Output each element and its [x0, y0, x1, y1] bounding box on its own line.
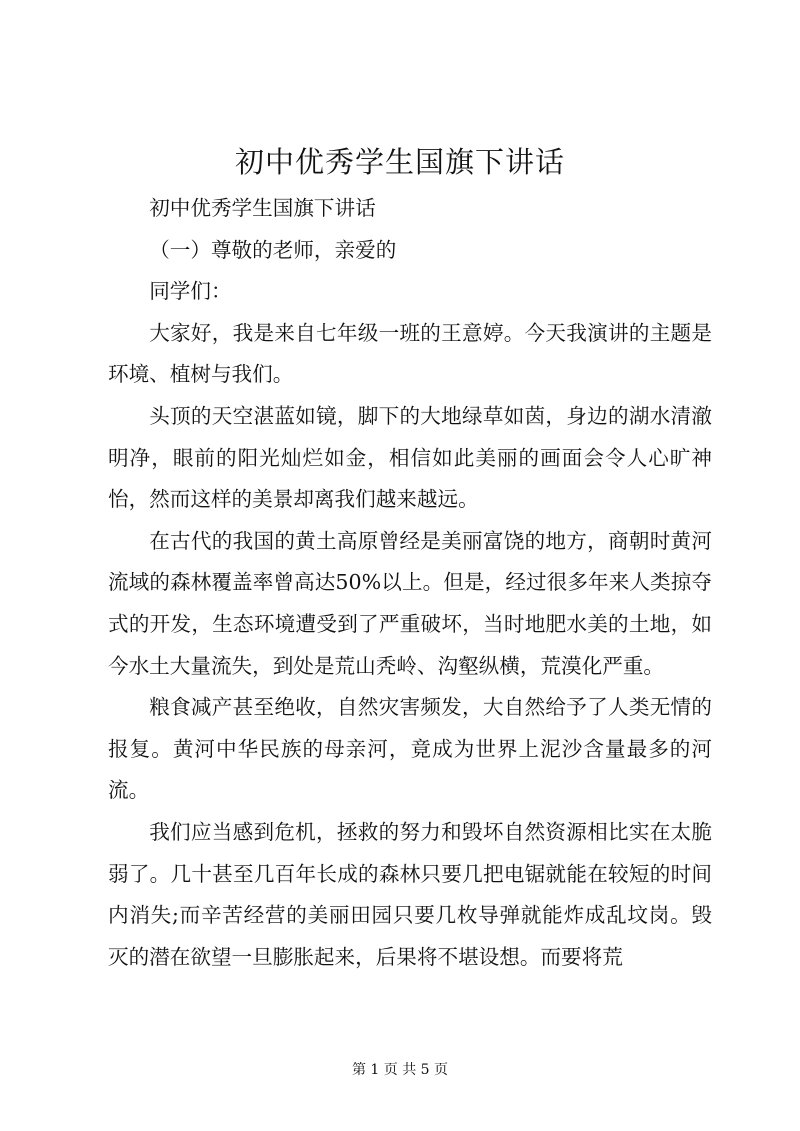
document-body	[108, 188, 712, 978]
paragraph-crisis: 我们应当感到危机，拯救的努力和毁坏自然资源相比实在太脆弱了。几十甚至几百年长成的森林只要几把电锯就能在较短的时间内消失;而辛苦经营的美丽田园只要几枚导弹就能炸成乱坟岗。毁灭的潜在欲望一旦膨胀起来，后果将不堪设想。而要将荒	[108, 819, 712, 969]
paragraph-greeting-1: （一）尊敬的老师，亲爱的	[149, 237, 397, 262]
paragraph-sky: 头顶的天空湛蓝如镜，脚下的大地绿草如茵，身边的湖水清澈明净，眼前的阳光灿烂如金，相信如此美丽的画面会令人心旷神怡，然而这样的美景却离我们越来越远。	[108, 403, 712, 512]
document-title: 初中优秀学生国旗下讲话	[234, 145, 565, 179]
paragraph-intro: 大家好，我是来自七年级一班的王意婷。今天我演讲的主题是环境、植树与我们。	[108, 320, 712, 387]
page-number-footer: 第 1 页 共 5 页	[351, 1062, 449, 1078]
paragraph-loess-plateau: 在古代的我国的黄土高原曾经是美丽富饶的地方，商朝时黄河流域的森林覆盖率曾高达50%以上。但是，经过很多年来人类掠夺式的开发，生态环境遭受到了严重破坏，当时地肥水美的土地，如今水土大量流失，到处是荒山秃岭、沟壑纵横，荒漠化严重。	[108, 528, 712, 678]
paragraph-subtitle: 初中优秀学生国旗下讲话	[149, 196, 376, 220]
paragraph-greeting-2: 同学们：	[149, 279, 232, 304]
paragraph-disasters: 粮食减产甚至绝收，自然灾害频发，大自然给予了人类无情的报复。黄河中华民族的母亲河，竟成为世界上泥沙含量最多的河流。	[108, 695, 712, 803]
